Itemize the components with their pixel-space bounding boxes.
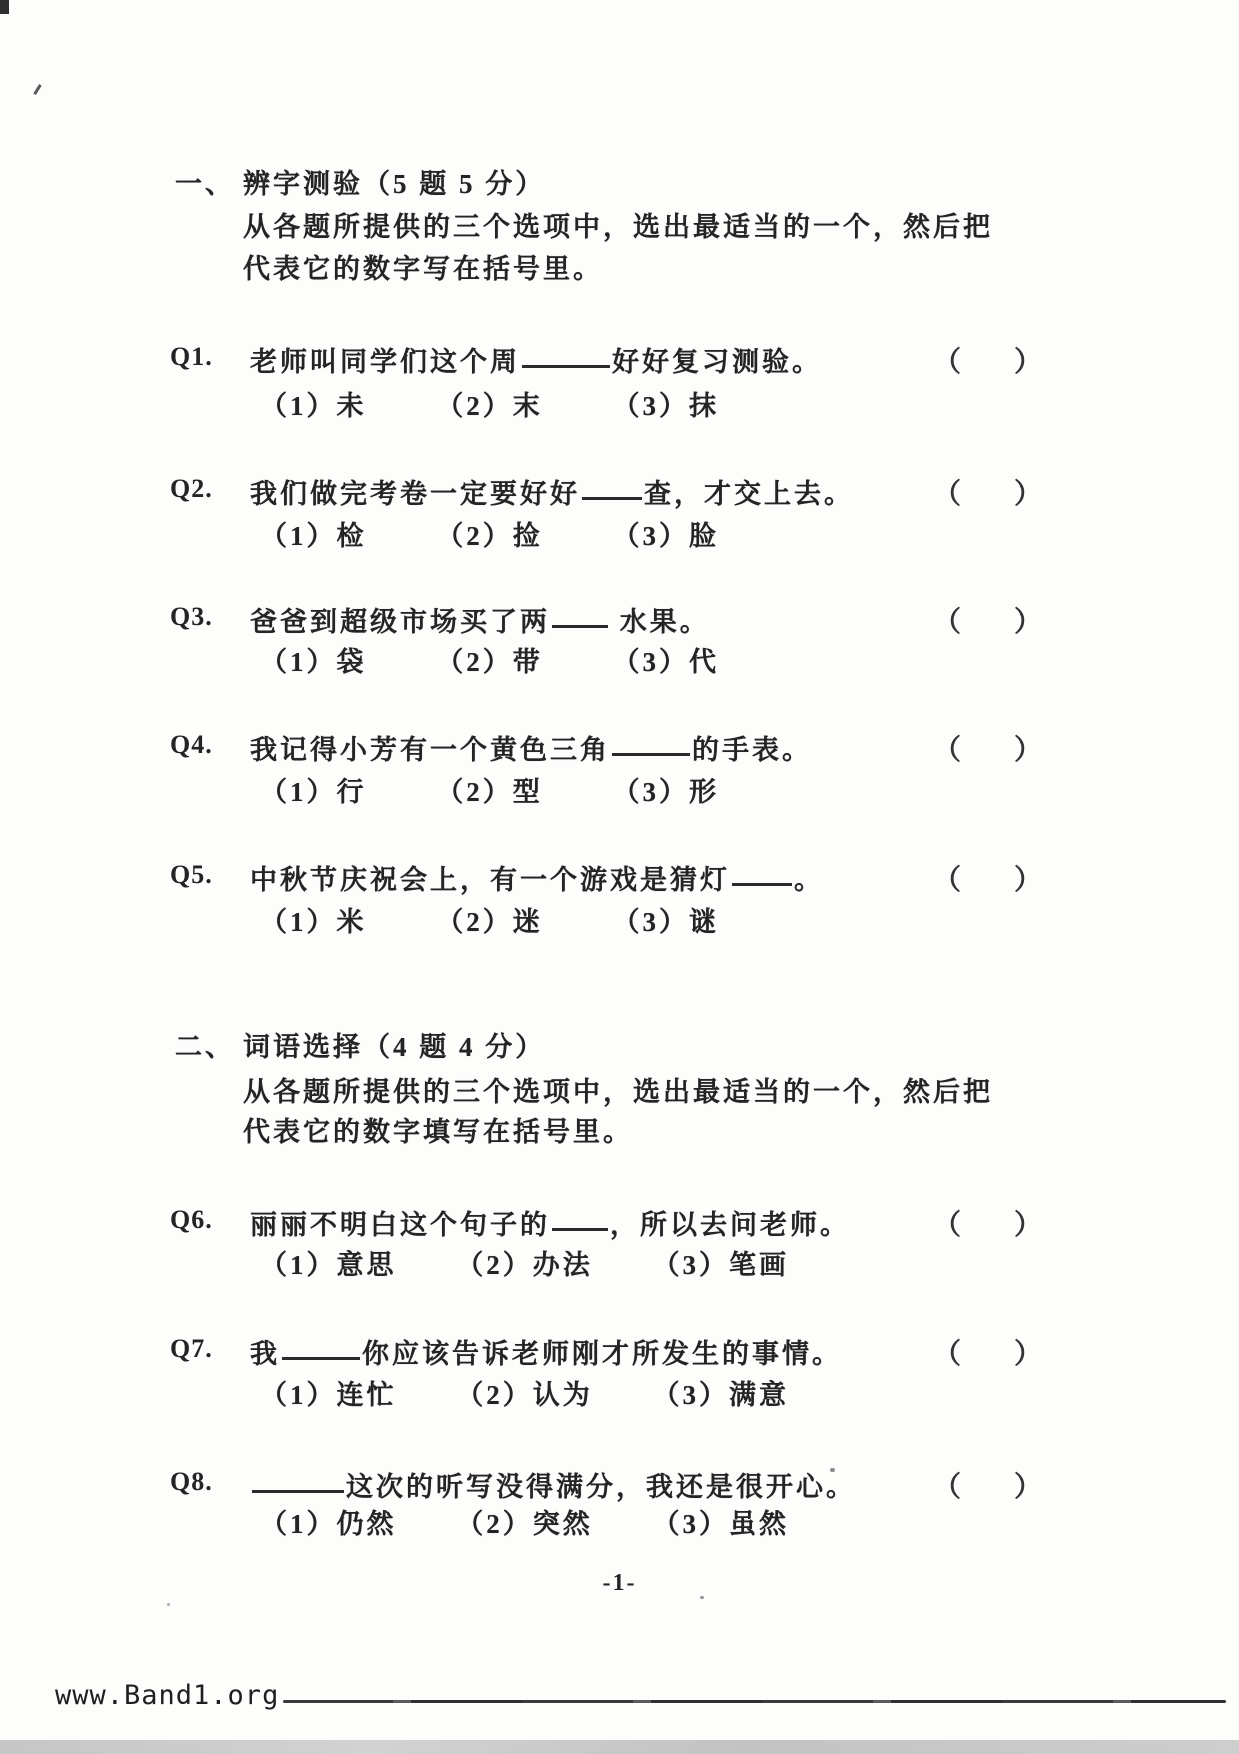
question-pre: 丽丽不明白这个句子的 [250,1210,550,1240]
option-item: （1）袋 [260,647,367,677]
section-number: 一、 [175,169,235,199]
answer-open-paren: （ [933,1472,962,1503]
option-item: （2）突然 [456,1509,593,1539]
question-post: 水果。 [610,607,710,637]
option-item: （3）谜 [612,907,719,937]
answer-open-paren: （ [933,865,962,896]
option-item: （1）意思 [260,1250,397,1280]
options [260,640,779,679]
answer-close-paren: ） [1014,735,1043,766]
instruction-text: 从各题所提供的三个选项中，选出最适当的一个，然后把 [243,1077,993,1107]
question-row-q7 [0,1332,1239,1374]
question-text [250,1332,842,1371]
question-label: Q1. [170,342,213,371]
question-row-q2 [0,472,1239,514]
option-item: （2）办法 [456,1250,593,1280]
question-pre: 我记得小芳有一个黄色三角 [250,735,610,765]
question-text [250,340,822,379]
option-item: （1）连忙 [260,1380,397,1410]
options [260,1373,839,1412]
question-text [250,1465,856,1504]
question-post: 你应该告诉老师刚才所发生的事情。 [362,1339,842,1369]
option-item: （2）带 [436,647,543,677]
option-item: （2）迷 [436,907,543,937]
option-item: （3）虽然 [652,1509,789,1539]
scan-speck [167,1603,170,1606]
answer-close-paren: ） [1014,607,1043,638]
question-post: 。 [794,865,824,895]
answer-close-paren: ） [1014,479,1043,510]
question-row-q6 [0,1203,1239,1245]
answer-close-paren: ） [1014,347,1043,378]
option-item: （1）检 [260,521,367,551]
question-label: Q8. [170,1467,213,1496]
section-2-heading [0,1025,1239,1067]
answer-close-paren: ） [1014,1210,1043,1241]
question-pre: 爸爸到超级市场买了两 [250,607,550,637]
question-pre: 我们做完考卷一定要好好 [250,479,580,509]
options-row-q7 [0,1373,1239,1415]
question-pre: 中秋节庆祝会上，有一个游戏是猜灯 [250,865,730,895]
section-1-instruction-line-2 [0,247,1239,289]
footer-divider-line [283,1700,1226,1703]
option-item: （3）笔画 [652,1250,789,1280]
options-row-q4 [0,770,1239,812]
fill-in-blank [732,879,792,886]
answer-open-paren: （ [933,347,962,378]
question-pre: 老师叫同学们这个周 [250,347,520,377]
answer-open-paren: （ [933,735,962,766]
section-1-heading [0,162,1239,204]
option-item: （1）未 [260,391,367,421]
question-label: Q4. [170,730,213,759]
page-number: -1- [602,1570,637,1596]
question-label: Q2. [170,474,213,503]
answer-open-paren: （ [933,607,962,638]
section-number: 二、 [175,1032,235,1062]
question-row-q3 [0,600,1239,642]
question-text [250,858,824,897]
answer-open-paren: （ [933,479,962,510]
instruction-text: 从各题所提供的三个选项中，选出最适当的一个，然后把 [243,212,993,242]
question-text [250,1203,850,1242]
options-row-q5 [0,900,1239,942]
instruction-text: 代表它的数字填写在括号里。 [243,1117,633,1147]
question-row-q8 [0,1465,1239,1507]
options-row-q1 [0,384,1239,426]
option-item: （3）脸 [612,521,719,551]
options [260,1243,839,1282]
options [260,514,779,553]
question-post: 的手表。 [692,735,812,765]
options-row-q8 [0,1502,1239,1544]
question-row-q5 [0,858,1239,900]
question-post: ，所以去问老师。 [610,1210,850,1240]
answer-close-paren: ） [1014,1472,1043,1503]
options [260,384,779,423]
section-title: 词语选择（4 题 4 分） [243,1032,546,1062]
fill-in-blank [282,1353,360,1360]
question-post: 查，才交上去。 [644,479,854,509]
option-item: （2）认为 [456,1380,593,1410]
option-item: （3）代 [612,647,719,677]
question-label: Q7. [170,1334,213,1363]
options-row-q3 [0,640,1239,682]
question-text [250,728,812,767]
footer-url: www.Band1.org [55,1680,280,1711]
fill-in-blank [612,749,690,756]
question-text [250,472,854,511]
question-label: Q3. [170,602,213,631]
question-row-q1 [0,340,1239,382]
fill-in-blank [552,621,608,628]
section-2-instruction-line-2 [0,1110,1239,1152]
question-post: 这次的听写没得满分，我还是很开心。 [346,1472,856,1502]
section-1-instruction-line-1 [0,205,1239,247]
question-text [250,600,710,639]
scan-edge-band [0,1740,1239,1754]
scan-speck [33,84,41,95]
scan-speck [0,0,9,14]
question-label: Q6. [170,1205,213,1234]
question-label: Q5. [170,860,213,889]
option-item: （2）末 [436,391,543,421]
section-title: 辨字测验（5 题 5 分） [243,169,546,199]
options [260,1502,839,1541]
option-item: （1）米 [260,907,367,937]
option-item: （1）仍然 [260,1509,397,1539]
question-pre: 我 [250,1339,280,1369]
instruction-text: 代表它的数字写在括号里。 [243,254,603,284]
option-item: （3）抹 [612,391,719,421]
options [260,900,779,939]
answer-open-paren: （ [933,1210,962,1241]
answer-open-paren: （ [933,1339,962,1370]
option-item: （1）行 [260,777,367,807]
fill-in-blank [552,1224,608,1231]
options [260,770,779,809]
section-2-instruction-line-1 [0,1070,1239,1112]
fill-in-blank [582,493,642,500]
answer-close-paren: ） [1014,865,1043,896]
options-row-q6 [0,1243,1239,1285]
option-item: （3）满意 [652,1380,789,1410]
fill-in-blank [252,1486,344,1493]
option-item: （3）形 [612,777,719,807]
fill-in-blank [522,361,610,368]
question-post: 好好复习测验。 [612,347,822,377]
options-row-q2 [0,514,1239,556]
question-row-q4 [0,728,1239,770]
option-item: （2）型 [436,777,543,807]
answer-close-paren: ） [1014,1339,1043,1370]
option-item: （2）捡 [436,521,543,551]
